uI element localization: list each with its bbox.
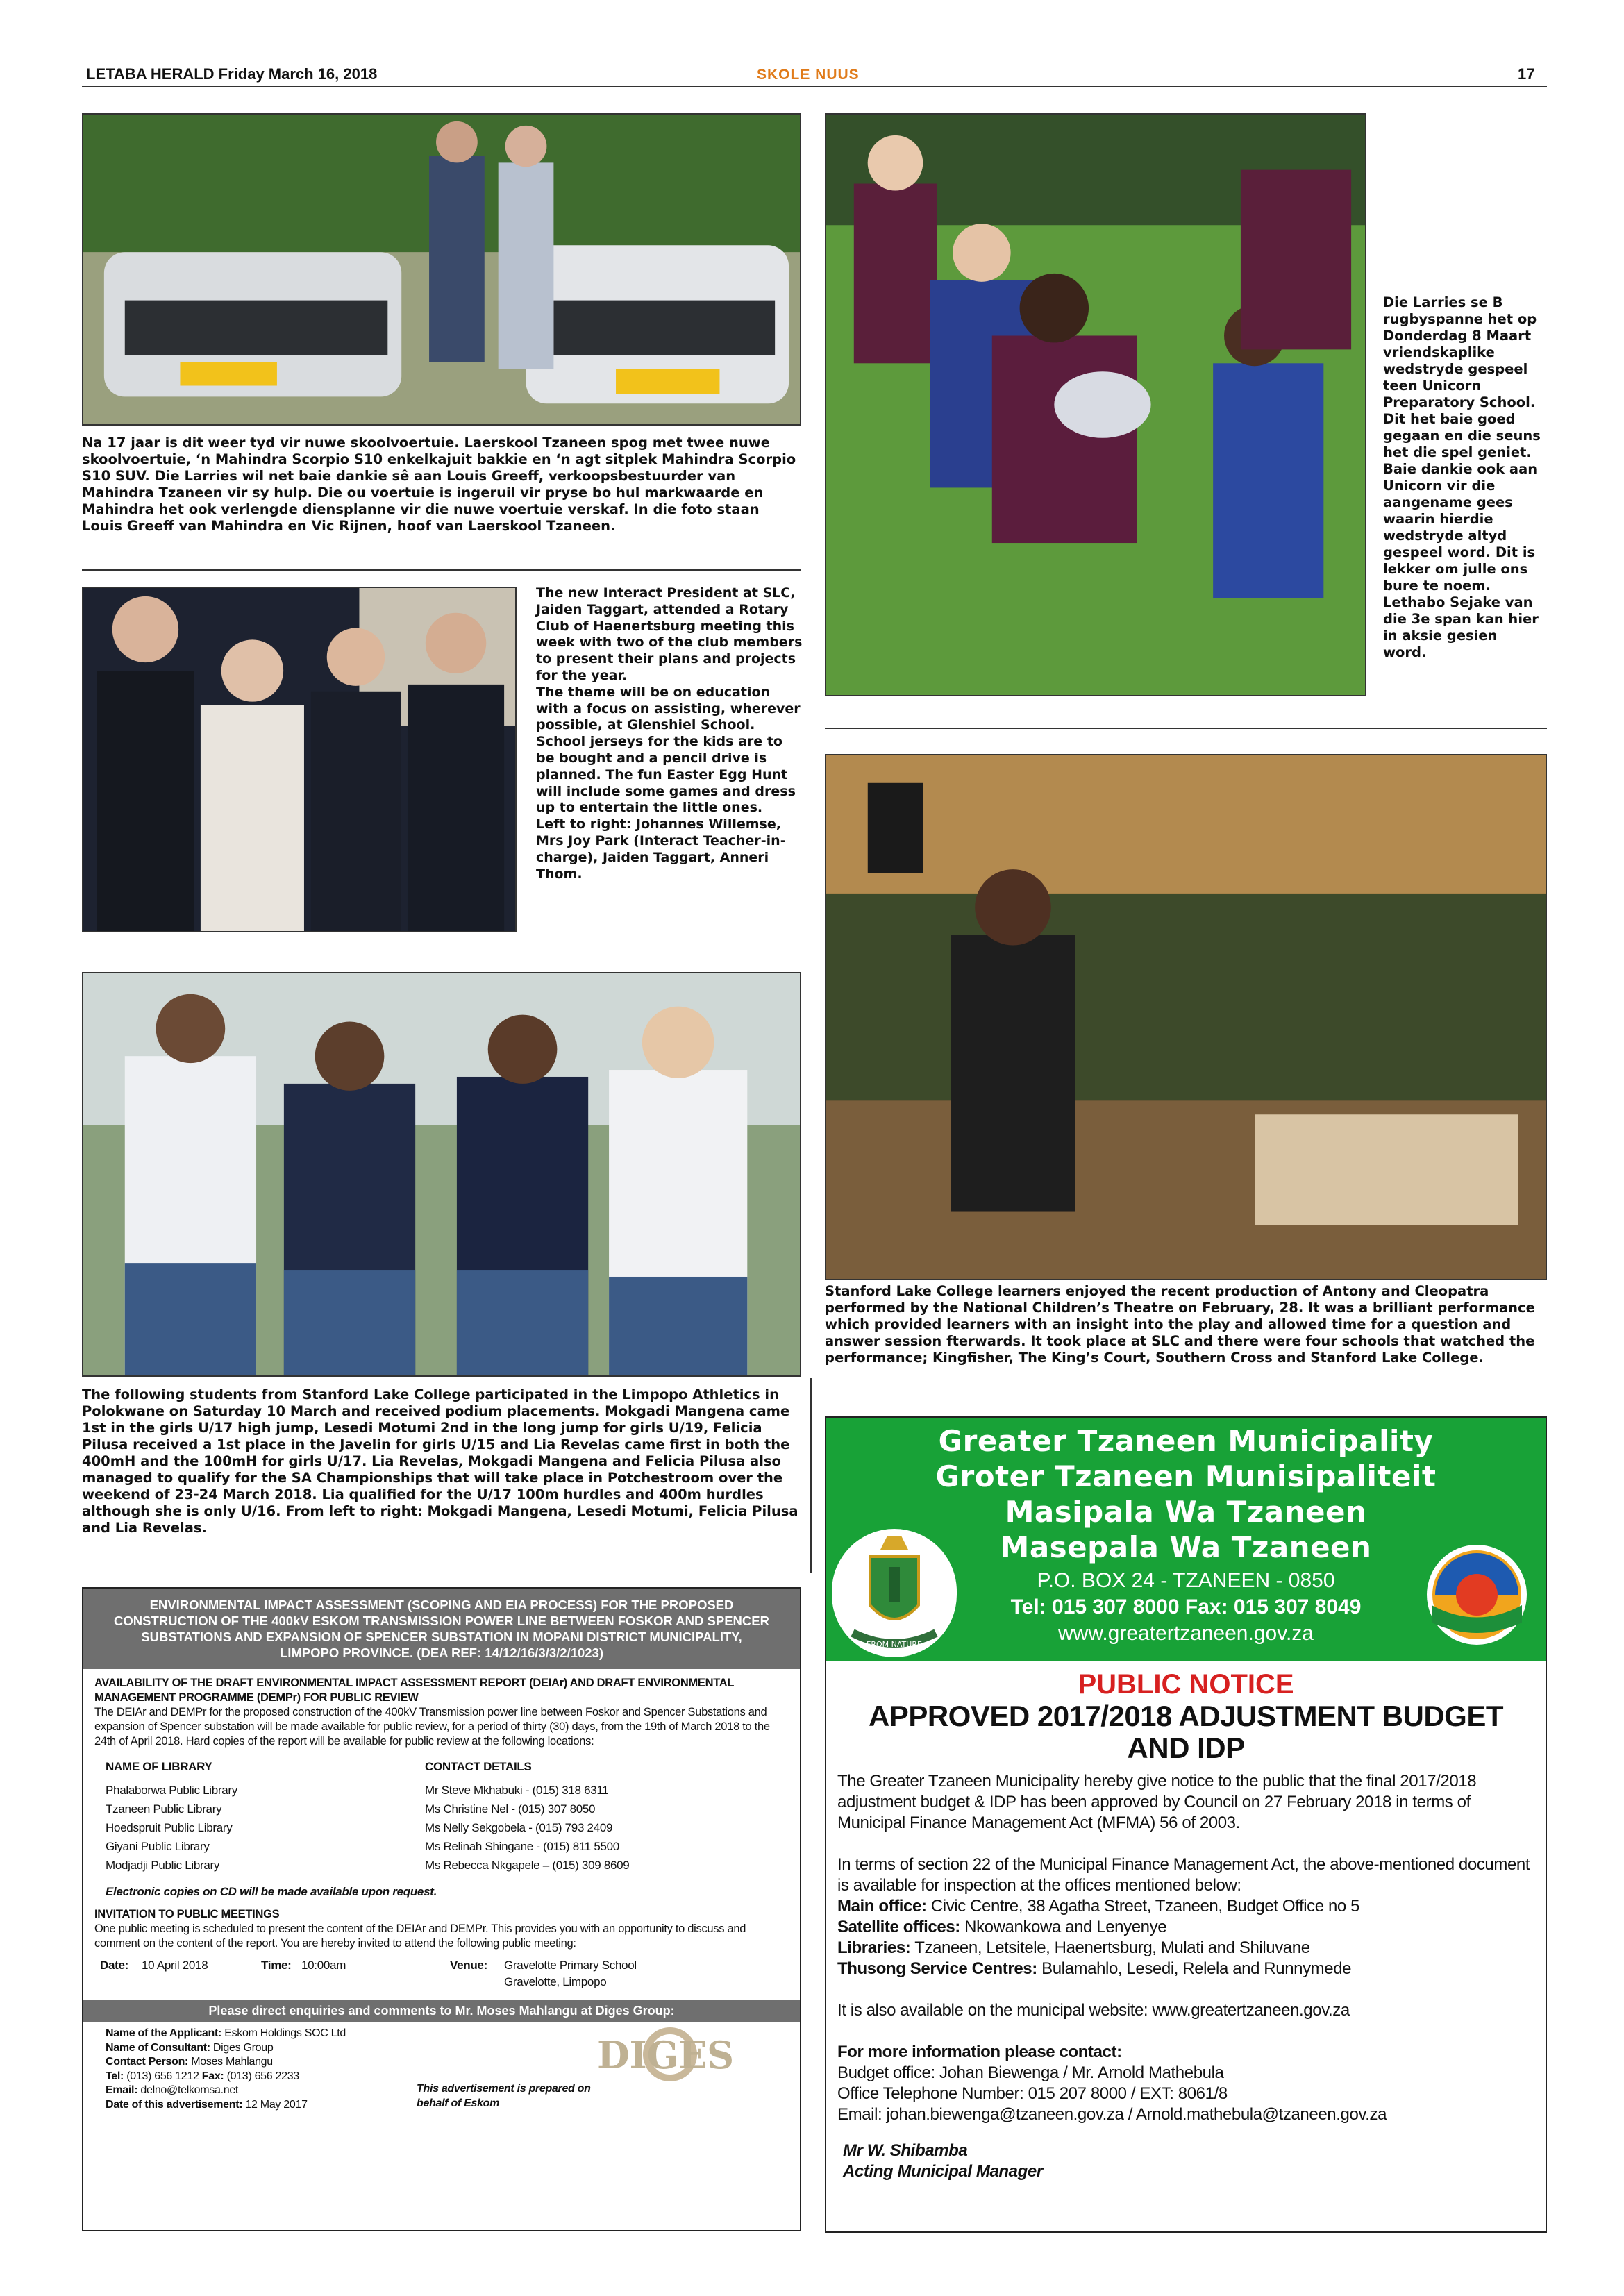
tel-value: (013) 656 1212 xyxy=(126,2070,199,2082)
page-number: 17 xyxy=(1518,65,1535,83)
photo-athletics-students xyxy=(82,972,801,1377)
libraries-label: Libraries: xyxy=(837,1938,911,1957)
caption-interact-para-1: The new Interact President at SLC, Jaiden Taggart, attended a Rotary Club of Haenertsburg meeting this week with two of the club members to present their plans and projects for the year. xyxy=(536,585,803,683)
crest-motto: FROM NATURE xyxy=(867,1640,922,1649)
eia-advertisement xyxy=(82,1587,801,2231)
main-office-label: Main office: xyxy=(837,1897,927,1916)
notice-paragraph-1: The Greater Tzaneen Municipality hereby give notice to the public that the final 2017/2018 adjustment budget & IDP has been approved by Council on 27 February 2018 in terms of Municipal Finance Management Act (MFMA) 56 of 2003. xyxy=(837,1772,1477,1832)
caption-vehicles: Na 17 jaar is dit weer tyd vir nuwe skoolvoertuie. Laerskool Tzaneen spog met twee nuwe skoolvoertuie, ‘n Mahindra Scorpio S10 enkelkajuit bakkie en ‘n agt sitplek Mahindra Scorpio S10 SUV. Die Larries wil net baie dankie sê aan Louis Greeff, verkoopsbestuurder van Mahindra Tzaneen vir sy hulp. Die ou voertuie is ingeruil vir pryse bo hul markwaarde en Mahindra het ook verlengde diensplanne vir die nuwe voertuie verskaf. In die foto staan Louis Greeff van Mahindra en Vic Rijnen, hoof van Laerskool Tzaneen. xyxy=(82,435,796,534)
photo-rugby-match xyxy=(825,113,1366,696)
fax-value: (013) 656 2233 xyxy=(226,2070,299,2082)
library-name: Modjadji Public Library xyxy=(106,1859,220,1872)
eia-enquiries-bar: Please direct enquiries and comments to Mr. Moses Mahlangu at Diges Group: xyxy=(83,2000,800,2022)
meeting-date-label: Date: xyxy=(100,1959,129,1972)
notice-title xyxy=(826,1700,1546,1764)
col-header-contact: CONTACT DETAILS xyxy=(425,1760,532,1773)
tel-label: Tel: xyxy=(106,2070,124,2082)
table-row xyxy=(106,1856,772,1875)
photo-theatre-selfie xyxy=(825,754,1547,1280)
eia-invitation-text: One public meeting is scheduled to present the content of the DEIAr and DEMPr. This provides you with an opportunity to discuss and comment on the content of the report. You are hereby invited to attend the following public meeting: xyxy=(94,1922,746,1950)
contact-person-value: Moses Mahlangu xyxy=(191,2056,273,2068)
thusong-value: Bulamahlo, Lesedi, Relela and Runnymede xyxy=(1041,1959,1352,1978)
info-heading: For more information please contact: xyxy=(837,2043,1122,2061)
applicant-label: Name of the Applicant: xyxy=(106,2027,222,2039)
library-name: Phalaborwa Public Library xyxy=(106,1784,237,1797)
thusong-line xyxy=(837,1959,1537,1979)
caption-interact xyxy=(536,585,803,882)
budget-office-line: Budget office: Johan Biewenga / Mr. Arnold Mathebula xyxy=(837,2063,1224,2082)
satellite-line xyxy=(837,1917,1537,1938)
public-notice-label: PUBLIC NOTICE xyxy=(1078,1669,1294,1700)
office-phone-line: Office Telephone Number: 015 207 8000 / EXT: 8061/8 xyxy=(837,2084,1228,2103)
email-label: Email: xyxy=(106,2084,138,2096)
municipality-name-ts: Masipala Wa Tzaneen xyxy=(1005,1495,1367,1529)
meeting-time: 10:00am xyxy=(301,1959,346,1972)
table-row xyxy=(106,1837,772,1856)
library-name: Giyani Public Library xyxy=(106,1840,210,1853)
eia-availability-heading: AVAILABILITY OF THE DRAFT ENVIRONMENTAL IMPACT ASSESSMENT REPORT (DEIAr) AND DRAFT ENVIRONMENTAL MANAGEMENT PROGRAMME (DEMPr) FOR PUBLIC REVIEW xyxy=(94,1677,734,1704)
ad-date-label: Date of this advertisement: xyxy=(106,2098,243,2111)
fax-label: Fax: xyxy=(201,2070,224,2082)
contact-email-line: Email: johan.biewenga@tzaneen.gov.za / Arnold.mathebula@tzaneen.gov.za xyxy=(837,2105,1387,2124)
municipality-name-af: Groter Tzaneen Munisipaliteit xyxy=(935,1459,1437,1493)
municipality-website: www.greatertzaneen.gov.za xyxy=(1058,1622,1314,1645)
contact-person-label: Contact Person: xyxy=(106,2056,189,2068)
table-row xyxy=(106,1818,772,1837)
ad-date-value: 12 May 2017 xyxy=(245,2098,308,2111)
notice-body xyxy=(826,1764,1546,2182)
meeting-venue-line2: Gravelotte, Limpopo xyxy=(504,1975,607,1988)
municipality-name-en: Greater Tzaneen Municipality xyxy=(938,1424,1434,1458)
notice-title-line-1: APPROVED 2017/2018 ADJUSTMENT BUDGET xyxy=(868,1700,1504,1732)
table-row xyxy=(106,1781,772,1800)
notice-title-line-2: AND IDP xyxy=(1127,1732,1245,1764)
eia-invitation-heading: INVITATION TO PUBLIC MEETINGS xyxy=(94,1908,280,1920)
library-table xyxy=(106,1757,772,1875)
municipality-name-ns: Masepala Wa Tzaneen xyxy=(1000,1530,1372,1564)
table-header-row xyxy=(106,1757,772,1781)
main-office-line xyxy=(837,1896,1537,1917)
library-name: Hoedspruit Public Library xyxy=(106,1821,233,1834)
table-row xyxy=(106,1800,772,1818)
diges-logo xyxy=(583,2025,757,2084)
eia-title: ENVIRONMENTAL IMPACT ASSESSMENT (SCOPING AND EIA PROCESS) FOR THE PROPOSED CONSTRUCTION OF THE 400kV ESKOM TRANSMISSION POWER LINE BETWEEN FOSKOR AND SPENCER SUBSTATIONS AND EXPANSION OF SPENCER SUBSTATION IN MOPANI DISTRICT MUNICIPALITY, LIMPOPO PROVINCE. (DEA REF: 14/12/16/3/3/2/1023) xyxy=(83,1589,800,1669)
eskom-note: This advertisement is prepared on behalf of Eskom xyxy=(417,2083,591,2109)
library-contact: Mr Steve Mkhabuki - (015) 318 6311 xyxy=(425,1784,609,1797)
library-contact: Ms Relinah Shingane - (015) 811 5500 xyxy=(425,1840,619,1853)
library-name: Tzaneen Public Library xyxy=(106,1802,222,1816)
caption-rugby: Die Larries se B rugbyspanne het op Donderdag 8 Maart vriendskaplike wedstryde gespeel teen Unicorn Preparatory School. Dit het baie goed gegaan en die seuns het die spel geniet. Baie dankie ook aan Unicorn vir die aangename gees waarin hierdie wedstryde altyd gespeel word. Dit is lekker om julle ons bure te noem. Lethabo Sejake van die 3e span kan hier in aksie gesien word. xyxy=(1383,294,1541,660)
satellite-label: Satellite offices: xyxy=(837,1918,960,1936)
email-value: delno@telkomsa.net xyxy=(140,2084,239,2096)
thusong-label: Thusong Service Centres: xyxy=(837,1959,1037,1978)
caption-interact-para-3: Left to right: Johannes Willemse, Mrs Joy Park (Interact Teacher-in-charge), Jaiden Taggart, Anneri Thom. xyxy=(536,816,786,882)
libraries-value: Tzaneen, Letsitele, Haenertsburg, Mulati and Shiluvane xyxy=(914,1938,1310,1957)
website-line: It is also available on the municipal website: www.greatertzaneen.gov.za xyxy=(837,2001,1350,2020)
diges-logo-mark xyxy=(583,2025,757,2084)
masthead-left: LETABA HERALD Friday March 16, 2018 xyxy=(86,65,378,83)
diges-logo-text: DIGES xyxy=(597,2033,734,2077)
signatory-title: Acting Municipal Manager xyxy=(843,2162,1043,2181)
notice-paragraph-2: In terms of section 22 of the Municipal Finance Management Act, the above-mentioned document is available for inspection at the offices mentioned below: xyxy=(837,1855,1530,1895)
caption-athletics: The following students from Stanford Lake College participated in the Limpopo Athletics in Polokwane on Saturday 10 March and received podium placements. Mokgadi Mangena came 1st in the girls U/17 high jump, Lesedi Motumi 2nd in the long jump for girls U/19, Felicia Pilusa received a 1st place in the Javelin for girls U/15 and Lia Revelas came first in both the 400mH and the 100mH for girls U/17. Lia Revelas, Mokgadi Mangena and Felicia Pilusa also managed to qualify for the SA Championships that will take place in Potchestroom over the weekend of 23-24 March 2018. Lia qualified for the U/17 100m hurdles and 400m hurdles although she is only U/16. From left to right: Mokgadi Mangena, Lesedi Motumi, Felicia Pilusa and Lia Revelas. xyxy=(82,1386,798,1536)
caption-interact-para-2: The theme will be on education with a focus on assisting, wherever possible, at Glenshiel School. School jerseys for the kids are to be bought and a pencil drive is planned. The fun Easter Egg Hunt will include some games and dress up to entertain the little ones. xyxy=(536,684,801,816)
library-contact: Ms Rebecca Nkgapele – (015) 309 8609 xyxy=(425,1859,630,1872)
divider xyxy=(825,728,1547,729)
library-contact: Ms Christine Nel - (015) 307 8050 xyxy=(425,1802,596,1816)
consultant-label: Name of Consultant: xyxy=(106,2041,210,2054)
consultant-value: Diges Group xyxy=(212,2041,274,2054)
section-label: SKOLE NUUS xyxy=(757,67,860,83)
eia-meeting-details xyxy=(94,1958,789,1994)
column-divider xyxy=(810,1378,812,1573)
library-contact: Ms Nelly Sekgobela - (015) 793 2409 xyxy=(425,1821,613,1834)
caption-theatre: Stanford Lake College learners enjoyed the recent production of Antony and Cleopatra performed by the National Children’s Theatre on February, 28. It was a brilliant performance which provided learners with an insight into the play and allowed time for a question and answer session fterwards. It took place at SLC and there were four schools that watched the performance; Kingfisher, The King’s Court, Southern Cross and Stanford Lake College. xyxy=(825,1283,1535,1366)
eia-contact-block xyxy=(83,2022,800,2112)
meeting-venue-label: Venue: xyxy=(450,1959,487,1972)
municipality-address: P.O. BOX 24 - TZANEEN - 0850 xyxy=(1037,1569,1335,1592)
main-office-value: Civic Centre, 38 Agatha Street, Tzaneen, Budget Office no 5 xyxy=(930,1897,1360,1916)
col-header-library: NAME OF LIBRARY xyxy=(106,1760,212,1773)
municipality-banner xyxy=(826,1418,1546,1661)
libraries-line xyxy=(837,1938,1537,1959)
photo-interact-club xyxy=(82,587,517,932)
meeting-date: 10 April 2018 xyxy=(142,1959,208,1972)
meeting-time-label: Time: xyxy=(261,1959,292,1972)
header-rule xyxy=(82,86,1547,87)
municipality-notice xyxy=(825,1416,1547,2233)
municipality-tel-fax: Tel: 015 307 8000 Fax: 015 307 8049 xyxy=(1010,1595,1362,1618)
signatory-name: Mr W. Shibamba xyxy=(843,2141,968,2160)
photo-school-vehicles xyxy=(82,113,801,426)
eia-availability-text: The DEIAr and DEMPr for the proposed construction of the 400kV Transmission power line between Foskor and Spencer Substations and expansion of Spencer substation will be made available for public review, for a period of thirty (30) days, from the 19th of March 2018 to the 24th of April 2018. Hard copies of the report will be available for public review at the following locations: xyxy=(94,1706,770,1748)
eia-body xyxy=(83,1669,800,1994)
eia-cd-note: Electronic copies on CD will be made available upon request. xyxy=(106,1885,437,1898)
satellite-value: Nkowankowa and Lenyenye xyxy=(964,1918,1167,1936)
meeting-venue-line1: Gravelotte Primary School xyxy=(504,1959,637,1972)
applicant-value: Eskom Holdings SOC Ltd xyxy=(224,2027,346,2039)
divider xyxy=(82,569,801,571)
